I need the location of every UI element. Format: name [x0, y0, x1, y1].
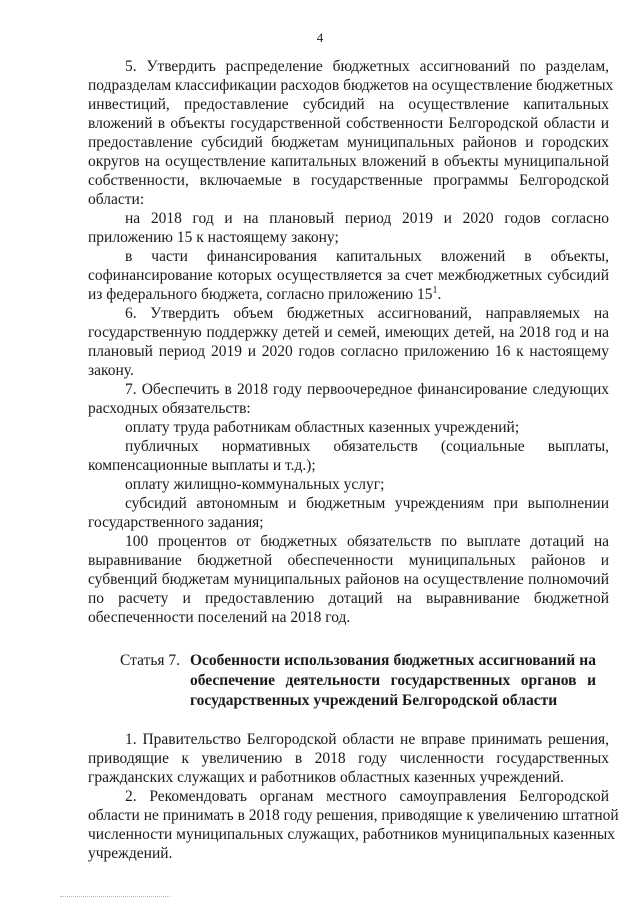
paragraph-7-item-line: обеспеченности поселений на 2018 год.	[88, 609, 351, 626]
paragraph-5-item-line: приложению 15 к настоящему закону;	[88, 229, 339, 246]
article-7-item-2-line: области не принимать в 2018 году решения, приводящие к увеличению штатной	[88, 807, 619, 824]
article-title-line: государственных учреждений Белгородской области	[190, 692, 558, 709]
paragraph-5-line: 5. Утвердить распределение бюджетных ассигнований по разделам,	[125, 58, 609, 75]
paragraph-5-item-end: .	[437, 286, 442, 303]
paragraph-7-line: расходных обязательств:	[88, 400, 251, 417]
paragraph-7-item-line: оплату труда работникам областных казенных учреждений;	[125, 419, 520, 436]
paragraph-5-line: округов на осуществление капитальных вложений в объекты муниципальной	[88, 153, 609, 170]
article-title-line: Особенности использования бюджетных ассигнований на	[190, 652, 596, 669]
paragraph-7-item-line: компенсационные выплаты и т.д.);	[88, 457, 316, 474]
paragraph-5-line: вложений в объекты государственной собственности Белгородской области и	[88, 115, 609, 132]
paragraph-6-line: государственную поддержку детей и семей, имеющих детей, на 2018 год и на	[88, 324, 609, 341]
article-label: Статья 7.	[120, 652, 181, 669]
article-7-item-2-line: учреждений.	[88, 845, 173, 862]
paragraph-6-line: 6. Утвердить объем бюджетных ассигнований, направляемых на	[125, 305, 609, 322]
paragraph-7-item-line: оплату жилищно-коммунальных услуг;	[125, 476, 385, 493]
page-number: 4	[316, 30, 324, 45]
paragraph-5-item-line	[88, 286, 609, 304]
footer-rule	[60, 896, 170, 897]
article-7-item-2-line: 2. Рекомендовать органам местного самоуправления Белгородской	[125, 788, 609, 805]
paragraph-7-item-line: 100 процентов от бюджетных обязательств по выплате дотаций на	[125, 533, 609, 550]
paragraph-7-item-line: по расчету и предоставлению дотаций на выравнивание бюджетной	[88, 590, 609, 607]
paragraph-7-item-line: субвенций бюджетам муниципальных районов на осуществление полномочий	[88, 571, 609, 588]
article-7-item-1-line: 1. Правительство Белгородской области не вправе принимать решения,	[125, 731, 609, 748]
paragraph-5-item-line: софинансирование которых осуществляется за счет межбюджетных субсидий	[88, 267, 609, 284]
article-7-item-2-line: численности муниципальных служащих, работников муниципальных казенных	[88, 826, 616, 843]
paragraph-7-item-line: государственного задания;	[88, 514, 264, 531]
paragraph-6-line: закону.	[88, 362, 134, 379]
footnote-superscript: 1	[432, 284, 438, 296]
paragraph-5-item-line: в части финансирования капитальных вложений в объекты,	[125, 248, 609, 265]
paragraph-5-line: собственности, включаемые в государственные программы Белгородской	[88, 172, 609, 189]
paragraph-5-line: области:	[88, 191, 145, 208]
paragraph-5-line: инвестиций, предоставление субсидий на осуществление капитальных	[88, 96, 609, 113]
paragraph-5-item-line: на 2018 год и на плановый период 2019 и 2020 годов согласно	[125, 210, 609, 227]
paragraph-5-line: предоставление субсидий бюджетам муниципальных районов и городских	[88, 134, 609, 151]
paragraph-5-item-text: из федерального бюджета, согласно приложению 15	[88, 286, 433, 303]
paragraph-5-line: подразделам классификации расходов бюджетов на осуществление бюджетных	[88, 77, 614, 94]
paragraph-7-item-line: публичных нормативных обязательств (социальные выплаты,	[125, 438, 609, 455]
paragraph-6-line: плановый период 2019 и 2020 годов согласно приложению 16 к настоящему	[88, 343, 609, 360]
paragraph-7-item-line: выравнивание бюджетной обеспеченности муниципальных районов и	[88, 552, 609, 569]
paragraph-7-item-line: субсидий автономным и бюджетным учреждениям при выполнении	[125, 495, 609, 512]
article-title-line: обеспечение деятельности государственных органов и	[190, 672, 596, 689]
paragraph-7-line: 7. Обеспечить в 2018 году первоочередное финансирование следующих	[125, 381, 609, 398]
article-7-item-1-line: гражданских служащих и работников областных казенных учреждений.	[88, 769, 565, 786]
article-7-item-1-line: приводящие к увеличению в 2018 году численности государственных	[88, 750, 609, 767]
